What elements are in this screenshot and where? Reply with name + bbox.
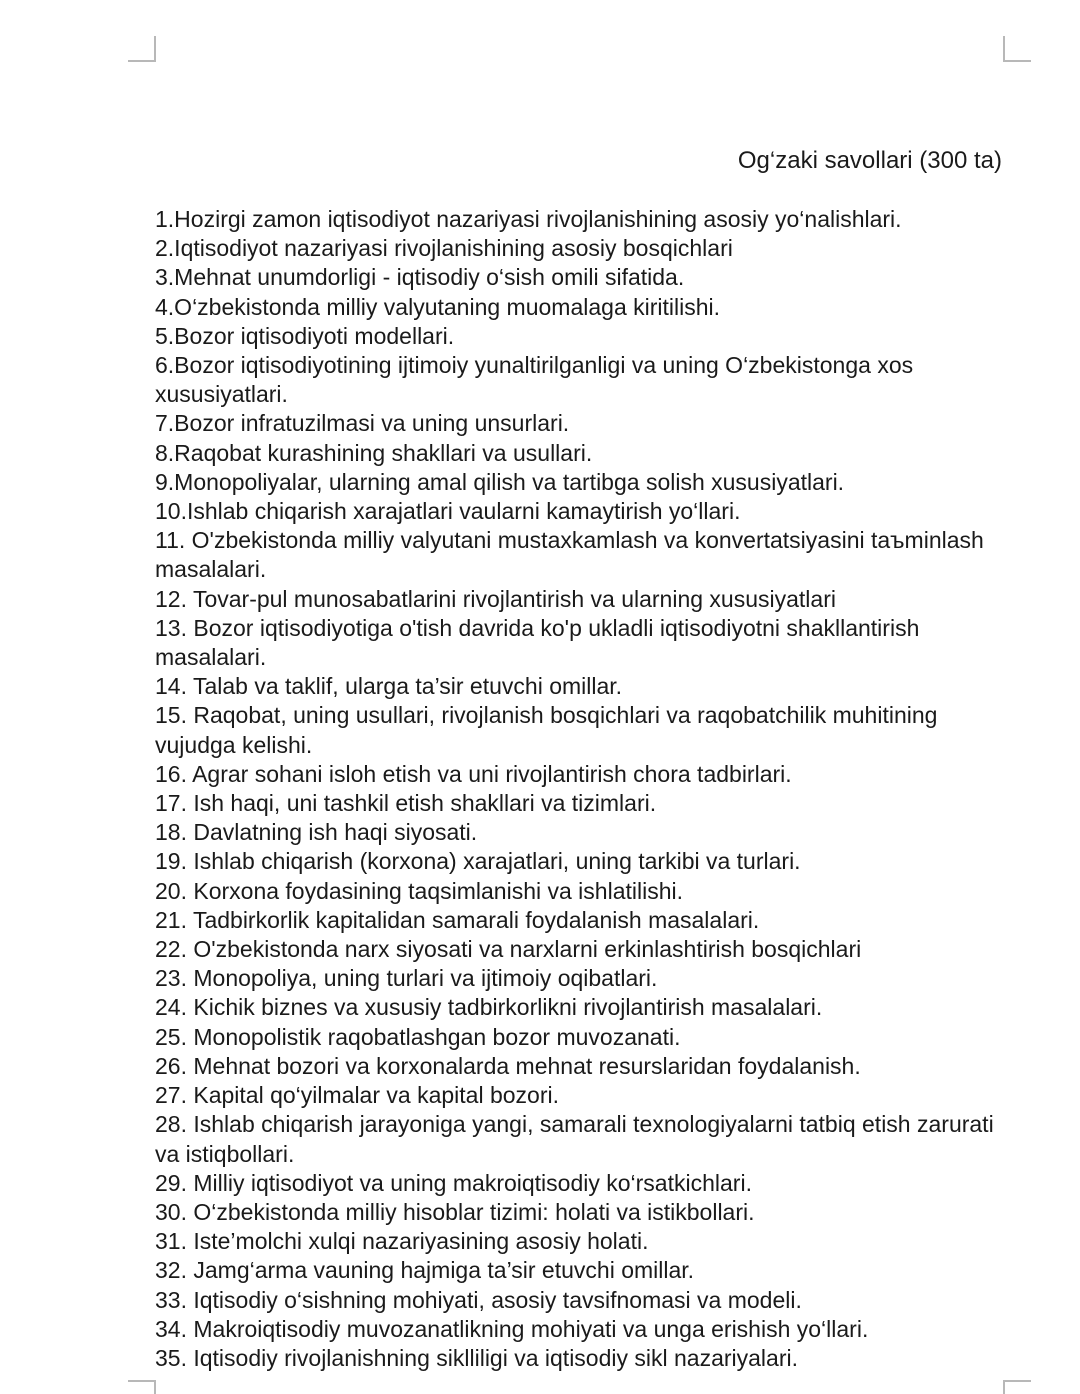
- document-title: Og‘zaki savollari (300 ta): [737, 147, 1002, 174]
- question-item: 12. Tovar-pul munosabatlarini rivojlantirish va ularning xususiyatlari: [155, 585, 836, 612]
- question-item: 17. Ish haqi, uni tashkil etish shakllari va tizimlari.: [155, 790, 657, 817]
- question-item: 24. Kichik biznes va xususiy tadbirkorlikni rivojlantirish masalalari.: [155, 994, 823, 1021]
- question-item: 23. Monopoliya, uning turlari va ijtimoiy oqibatlari.: [155, 965, 658, 992]
- question-item: 14. Talab va taklif, ularga ta’sir etuvchi omillar.: [155, 673, 623, 700]
- question-item: 4.O‘zbekistonda milliy valyutaning muomalaga kiritilishi.: [155, 293, 721, 320]
- question-item: 26. Mehnat bozori va korxonalarda mehnat resurslaridan foydalanish.: [155, 1052, 861, 1079]
- question-item: 20. Korxona foydasining taqsimlanishi va ishlatilishi.: [155, 877, 684, 904]
- question-item: 34. Makroiqtisodiy muvozanatlikning mohiyati va unga erishish yo‘llari.: [155, 1315, 869, 1342]
- question-list: [155, 205, 1005, 1373]
- question-item: 16. Agrar sohani isloh etish va uni rivojlantirish chora tadbirlari.: [155, 760, 792, 787]
- question-item: 3.Mehnat unumdorligi - iqtisodiy o‘sish omili sifatida.: [155, 264, 685, 291]
- question-item: 33. Iqtisodiy o‘sishning mohiyati, asosiy tavsifnomasi va modeli.: [155, 1286, 802, 1313]
- question-item: 27. Kapital qo‘yilmalar va kapital bozori.: [155, 1082, 559, 1109]
- question-item: 30. O‘zbekistonda milliy hisoblar tizimi: holati va istikbollari.: [155, 1198, 755, 1225]
- question-item: 31. Iste’molchi xulqi nazariyasining asosiy holati.: [155, 1228, 649, 1255]
- question-item: 15. Raqobat, uning usullari, rivojlanish bosqichlari va raqobatchilik muhitining vujudga kelishi.: [155, 702, 938, 758]
- question-item: 13. Bozor iqtisodiyotiga o'tish davrida ko'p ukladli iqtisodiyotni shakllantirish masalalari.: [155, 614, 920, 671]
- page-corner-mark-bottom-left: [128, 1380, 156, 1394]
- question-item: 10.Ishlab chiqarish xarajatlari vaularni kamaytirish yo‘llari.: [155, 498, 741, 525]
- question-item: 8.Raqobat kurashining shakllari va usullari.: [155, 439, 593, 466]
- question-item: 19. Ishlab chiqarish (korxona) xarajatlari, uning tarkibi va turlari.: [155, 848, 801, 875]
- question-item: 9.Monopoliyalar, ularning amal qilish va tartibga solish xususiyatlari.: [155, 468, 845, 495]
- question-item: 5.Bozor iqtisodiyoti modellari.: [155, 322, 455, 349]
- question-item: 1.Hozirgi zamon iqtisodiyot nazariyasi rivojlanishining asosiy yo‘nalishlari.: [155, 206, 902, 232]
- question-item: 22. O'zbekistonda narx siyosati va narxlarni erkinlashtirish bosqichlari: [155, 936, 862, 963]
- question-item: 7.Bozor infratuzilmasi va uning unsurlari.: [155, 410, 570, 437]
- question-item: 11. O'zbekistonda milliy valyutani mustaxkamlash va konvertatsiyasini taъminlash masalalari.: [155, 527, 984, 583]
- question-item: 29. Milliy iqtisodiyot va uning makroiqtisodiy ko‘rsatkichlari.: [155, 1169, 752, 1196]
- page-corner-mark-bottom-right: [1003, 1380, 1031, 1394]
- question-item: 25. Monopolistik raqobatlashgan bozor muvozanati.: [155, 1023, 681, 1050]
- question-item: 32. Jamg‘arma vauning hajmiga ta’sir etuvchi omillar.: [155, 1257, 695, 1284]
- question-item: 6.Bozor iqtisodiyotining ijtimoiy yunaltirilganligi va uning O‘zbekistonga xos xususiyatlari.: [155, 352, 914, 408]
- question-item: 18. Davlatning ish haqi siyosati.: [155, 819, 478, 846]
- page-corner-mark-top-right: [1003, 36, 1031, 62]
- question-item: 28. Ishlab chiqarish jarayoniga yangi, samarali texnologiyalarni tatbiq etish zarurati va istiqbollari.: [155, 1111, 994, 1167]
- question-item: 35. Iqtisodiy rivojlanishning siklliligi va iqtisodiy sikl nazariyalari.: [155, 1344, 798, 1371]
- page-corner-mark-top-left: [128, 36, 156, 62]
- question-item: 21. Tadbirkorlik kapitalidan samarali foydalanish masalalari.: [155, 906, 760, 933]
- question-item: 2.Iqtisodiyot nazariyasi rivojlanishining asosiy bosqichlari: [155, 235, 733, 262]
